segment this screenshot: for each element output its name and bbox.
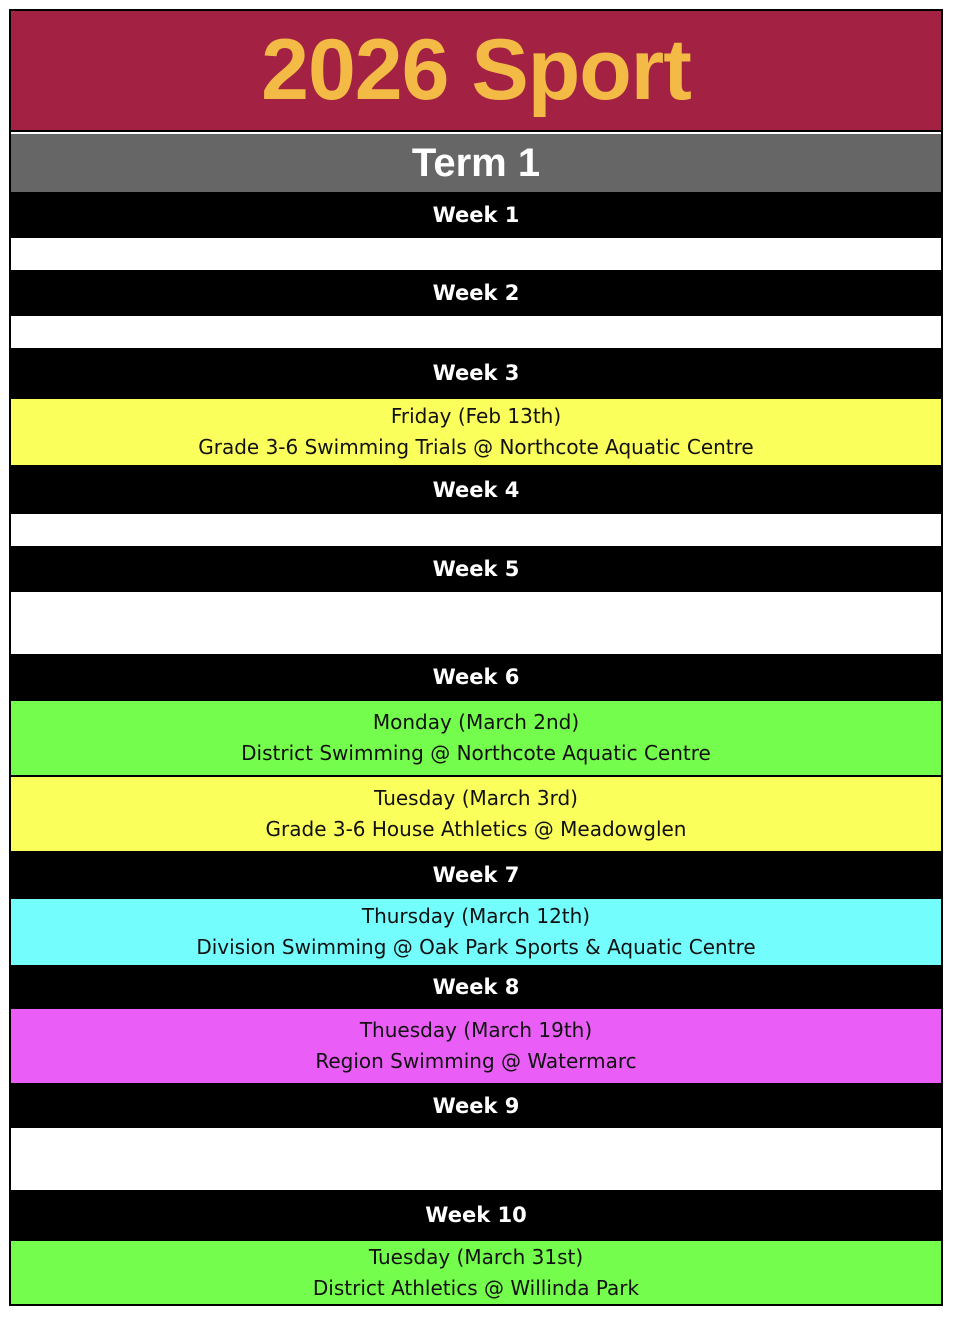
event-description: District Athletics @ Willinda Park (312, 1275, 640, 1300)
week-header: Week 7 (11, 852, 941, 898)
event-card (11, 1240, 941, 1304)
week-empty-slot (11, 1128, 941, 1190)
sport-calendar (9, 9, 943, 1306)
week-header: Week 9 (11, 1084, 941, 1128)
event-card (11, 1008, 941, 1084)
week-header: Week 8 (11, 966, 941, 1008)
week-header: Week 5 (11, 546, 941, 592)
week-header: Week 4 (11, 466, 941, 514)
event-description: District Swimming @ Northcote Aquatic Centre (241, 741, 711, 765)
week-header: Week 6 (11, 654, 941, 700)
week-empty-slot (11, 316, 941, 348)
week-empty-slot (11, 514, 941, 546)
page-title: 2026 Sport (11, 11, 941, 132)
event-date: Tuesday (March 3rd) (374, 786, 578, 810)
event-card (11, 398, 941, 466)
week-empty-slot (11, 238, 941, 270)
week-empty-slot (11, 592, 941, 654)
event-description: Region Swimming @ Watermarc (315, 1049, 637, 1073)
event-card (11, 700, 941, 776)
event-card (11, 898, 941, 966)
event-date: Friday (Feb 13th) (390, 404, 562, 428)
week-header: Week 10 (11, 1190, 941, 1240)
week-header: Week 2 (11, 270, 941, 316)
term-header: Term 1 (11, 134, 941, 192)
event-date: Monday (March 2nd) (372, 710, 580, 734)
event-card (11, 776, 941, 852)
event-date: Thuesday (March 19th) (359, 1018, 593, 1042)
event-date: Thursday (March 12th) (361, 904, 591, 928)
event-date: Tuesday (March 31st) (368, 1244, 584, 1269)
event-description: Division Swimming @ Oak Park Sports & Aquatic Centre (196, 935, 756, 959)
week-header: Week 1 (11, 192, 941, 238)
week-header: Week 3 (11, 348, 941, 398)
event-description: Grade 3-6 Swimming Trials @ Northcote Aquatic Centre (198, 435, 754, 459)
event-description: Grade 3-6 House Athletics @ Meadowglen (265, 817, 687, 841)
